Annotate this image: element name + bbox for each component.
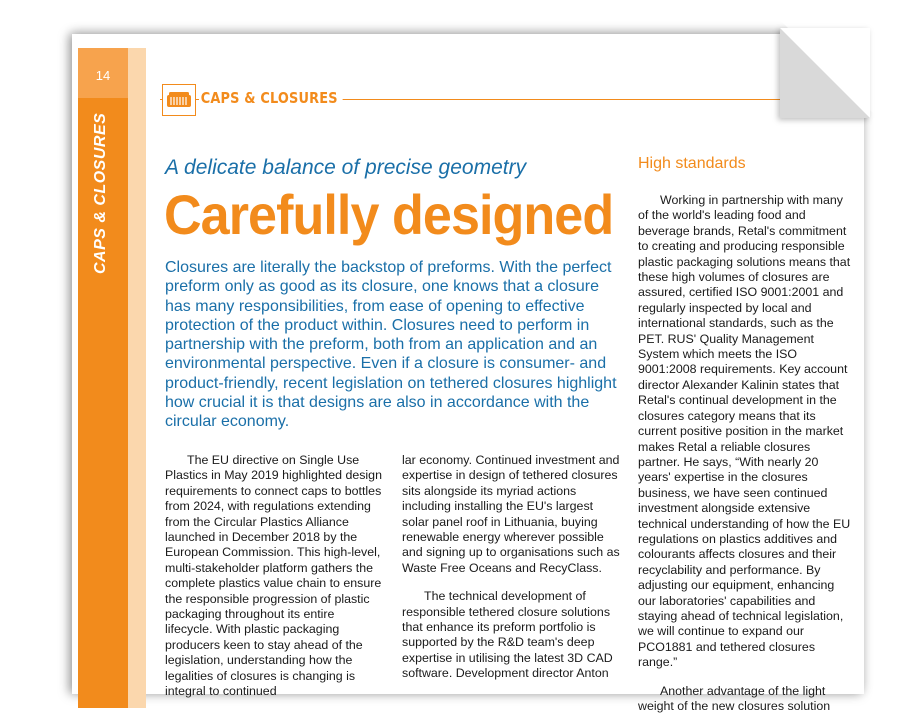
body-column-1 xyxy=(165,453,383,713)
article-standfirst: Closures are literally the backstop of preforms. With the perfect preform only as good as its closure, one knows that a closure has many responsibilities, from ease of opening to effective protection of the product within. Closures need to perform in partnership with the preform, both from an application and an environmental perspective. Even if a closure is consumer- and product-friendly, recent legislation on tethered closures highlight how crucial it is that designs are also in accordance with the circular economy. xyxy=(165,259,617,431)
article-kicker: A delicate balance of precise geometry xyxy=(165,156,527,179)
magazine-page xyxy=(72,34,864,713)
side-section-title: CAPS & CLOSURES xyxy=(92,112,109,274)
section-title: CAPS & CLOSURES xyxy=(199,89,343,107)
page-number: 14 xyxy=(78,48,128,98)
article-headline: Carefully designed xyxy=(164,183,614,246)
subheading: High standards xyxy=(638,155,746,172)
body-column-3 xyxy=(638,193,854,727)
body-paragraph: The EU directive on Single Use Plastics in May 2019 highlighted design requirements to connect caps to bottles from 2024, with regulations extending from the Circular Plastics Alliance launched in December 2018 by the European Commission. This high-level, multi-stakeholder platform gathers the complete plastics value chain to ensure the responsible progression of plastic packaging throughout its entire lifecycle. With plastic packaging producers keen to stay ahead of the legislation, understanding how the legalities of closures is changing is integral to continued xyxy=(165,453,382,699)
page-curl xyxy=(780,28,870,118)
bottle-caps-icon xyxy=(162,84,196,116)
body-paragraph: lar economy. Continued investment and expertise in design of tethered closures sits alongside its myriad actions including installing the EU's largest solar panel roof in Lithuania, buying renewable energy wherever possible and signing up to organisations such as Waste Free Oceans and RecyClass. xyxy=(402,453,620,575)
body-paragraph: Working in partnership with many of the world's leading food and beverage brands, Retal's commitment to creating and producing responsible plastic packaging solutions means that these high volumes of closures are assured, certified ISO 9001:2001 and regularly inspected by local and international standards, such as the PET. RUS' Quality Management System which meets the ISO 9001:2008 requirements. Key account director Alexander Kalinin states that Retal's continual development in the closures category means that its current positive position in the market makes Retal a reliable closures partner. He says, “With nearly 20 years' expertise in the closures business, we have seen continued investment alongside extensive technical understanding of how the EU regulations on plastics additives and colourants affects closures and their recyclability and performance. By adjusting our equipment, enhancing our laboratories' capabilities and staying ahead of technical legislation, we will continue to expand our PCO1881 and tethered closures range.” xyxy=(638,193,851,670)
body-paragraph: The technical development of responsible tethered closure solutions that enhance its preform portfolio is supported by the R&D team's deep expertise in utilising the latest 3D CAD software. Development director Anton xyxy=(402,589,613,681)
body-paragraph: Another advantage of the light weight of the new closures solution xyxy=(638,683,831,713)
body-column-2 xyxy=(402,453,620,695)
